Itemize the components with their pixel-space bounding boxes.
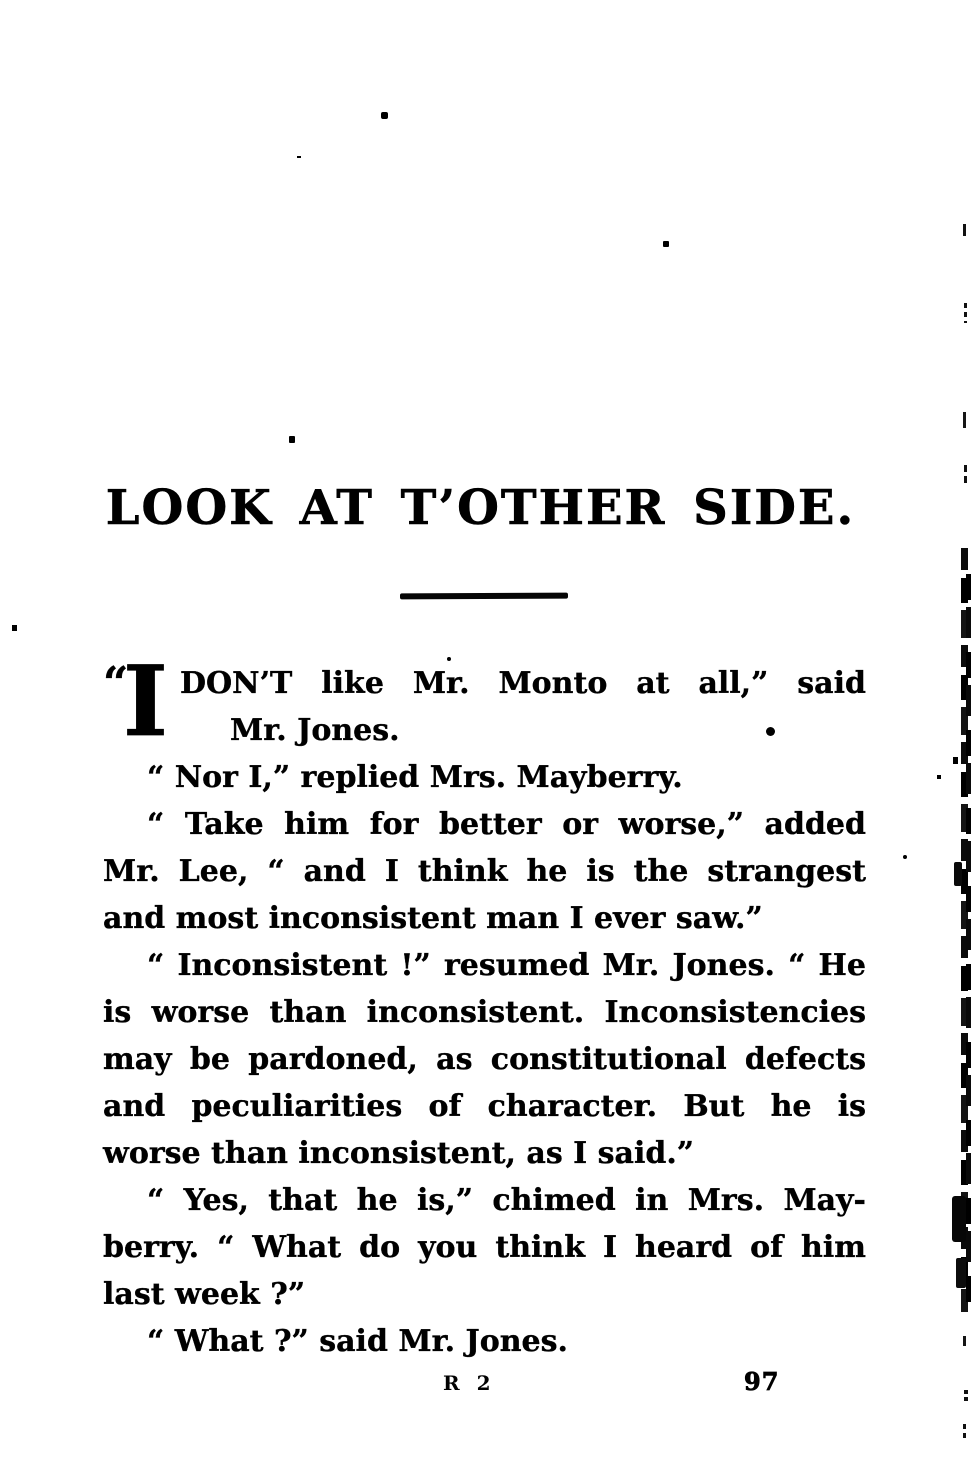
text-line: “ What ?” said Mr. Jones.: [147, 1324, 568, 1359]
scan-edge-tick: [963, 1424, 966, 1442]
text-line: “ Nor I,” replied Mrs. Mayberry.: [147, 760, 683, 795]
text-line: Mr. Lee, “ and I think he is the strangest: [103, 854, 866, 889]
scan-edge-blob: [954, 862, 962, 886]
text-line: and peculiarities of character. But he is: [103, 1089, 866, 1124]
scan-edge-tick: [963, 224, 966, 236]
scan-edge-blob: [956, 1258, 966, 1288]
scan-speck: [766, 727, 775, 736]
text-line: DON’T like Mr. Monto at all,” said: [180, 666, 866, 701]
text-line: “ Yes, that he is,” chimed in Mrs. May-: [147, 1183, 866, 1218]
scan-speck: [12, 625, 17, 631]
scan-edge-tick: [963, 1336, 966, 1346]
text-line: worse than inconsistent, as I said.”: [103, 1136, 695, 1171]
scan-edge-tick: [964, 465, 967, 487]
text-line: last week ?”: [103, 1277, 306, 1312]
scan-speck: [937, 775, 941, 779]
scan-speck: [903, 855, 907, 859]
scan-edge-tick: [964, 303, 967, 323]
text-line: “ Take him for better or worse,” added: [147, 807, 866, 842]
scan-edge-tick: [964, 1390, 968, 1404]
chapter-title: LOOK AT T’OTHER SIDE.: [105, 480, 856, 536]
text-line: Mr. Jones.: [230, 713, 400, 748]
page-number: 97: [744, 1367, 780, 1396]
title-divider-rule: [400, 593, 568, 600]
scan-edge-tick: [963, 412, 966, 428]
text-line: is worse than inconsistent. Inconsistencies: [103, 995, 866, 1030]
story-text: [103, 645, 866, 1365]
text-line: berry. “ What do you think I heard of him: [103, 1230, 866, 1265]
text-line: and most inconsistent man I ever saw.”: [103, 901, 763, 936]
scan-edge-artifact: [966, 560, 971, 1302]
scan-edge-blob: [953, 757, 958, 764]
signature-mark: R 2: [443, 1371, 496, 1395]
opening-quote-mark: “: [103, 658, 129, 709]
scan-edge-blob: [952, 1196, 966, 1242]
text-line: “ Inconsistent !” resumed Mr. Jones. “ He: [147, 948, 866, 983]
paragraph-opening: [103, 645, 866, 758]
drop-cap: I: [123, 645, 168, 758]
scan-speck: [297, 156, 301, 158]
scan-speck: [381, 112, 388, 119]
text-line: may be pardoned, as constitutional defects: [103, 1042, 866, 1077]
scan-speck: [447, 657, 451, 661]
scan-speck: [289, 436, 295, 443]
scan-speck: [663, 241, 669, 247]
